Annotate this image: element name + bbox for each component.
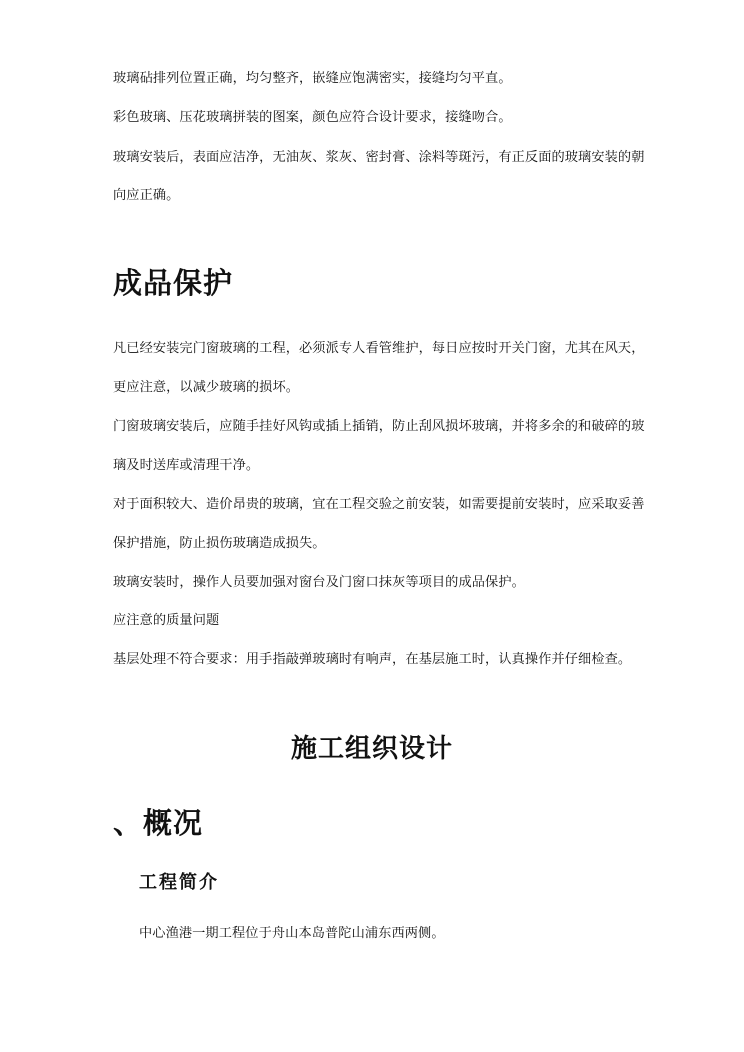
paragraph-protect-4: 玻璃安装时，操作人员要加强对窗台及门窗口抹灰等项目的成品保护。 (113, 575, 525, 590)
section-heading-overview: 、概况 (113, 806, 204, 840)
paragraph-quality-issues-label: 应注意的质量问题 (113, 613, 220, 628)
paragraph-protect-3-cont: 保护措施，防止损伤玻璃造成损失。 (113, 536, 326, 551)
paragraph-surface-clean: 玻璃安装后，表面应洁净，无油灰、浆灰、密封膏、涂料等斑污，有正反面的玻璃安装的朝 (113, 150, 645, 165)
paragraph-base-treatment: 基层处理不符合要求：用手指敲弹玻璃时有响声，在基层施工时，认真操作并仔细检查。 (113, 652, 632, 667)
paragraph-protect-3: 对于面积较大、造价昂贵的玻璃，宜在工程交验之前安装，如需要提前安装时，应采取妥善 (113, 497, 645, 512)
paragraph-project-location: 中心渔港一期工程位于舟山本岛普陀山浦东西两侧。 (139, 926, 445, 941)
main-title: 施工组织设计 (290, 734, 453, 764)
paragraph-protect-1: 凡已经安装完门窗玻璃的工程，必须派专人看管维护，每日应按时开关门窗，尤其在风天， (113, 341, 645, 356)
paragraph-surface-clean-cont: 向应正确。 (113, 188, 180, 203)
paragraph-protect-2-cont: 璃及时送库或清理干净。 (113, 458, 260, 473)
section-heading-protection: 成品保护 (113, 266, 234, 300)
paragraph-protect-1-cont: 更应注意，以减少玻璃的损坏。 (113, 380, 300, 395)
paragraph-glass-alignment: 玻璃砧排列位置正确，均匀整齐，嵌缝应饱满密实，接缝均匀平直。 (113, 71, 512, 86)
paragraph-protect-2: 门窗玻璃安装后，应随手挂好风钩或插上插销，防止刮风损坏玻璃，并将多余的和破碎的玻 (113, 419, 645, 434)
paragraph-colored-glass: 彩色玻璃、压花玻璃拼装的图案，颜色应符合设计要求，接缝吻合。 (113, 110, 512, 125)
subheading-project-intro: 工程简介 (139, 872, 219, 893)
